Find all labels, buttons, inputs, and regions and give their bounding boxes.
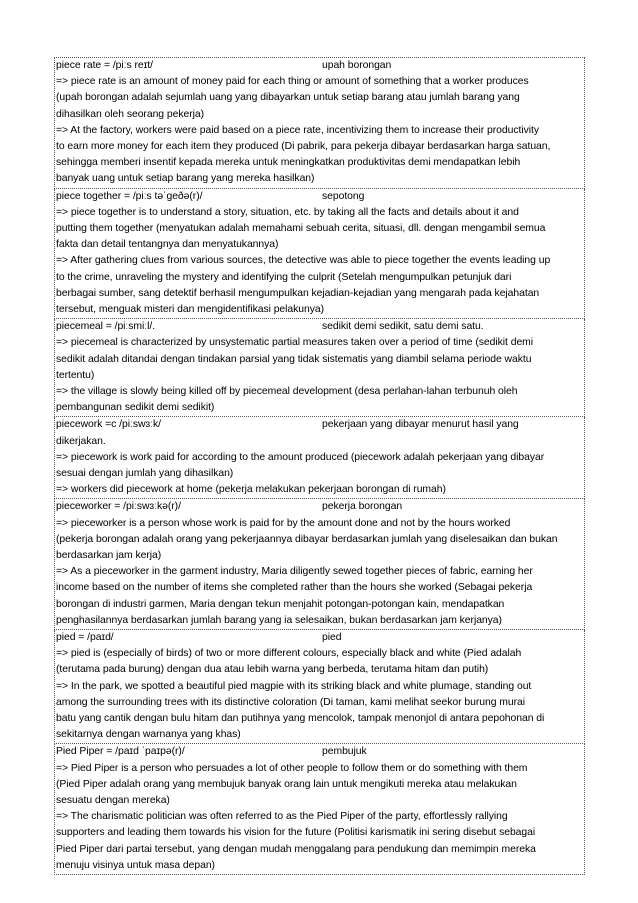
entry-term: piece rate = /piːs reɪt/: [56, 60, 153, 71]
entry-line: to the crime, unraveling the mystery and identifying the culprit (Setelah mengumpulkan petunjuk dari: [56, 271, 512, 283]
entry-headline: [56, 744, 584, 760]
entry-line: dikerjakan.: [56, 435, 106, 447]
entry-term: Pied Piper = /paɪd ˈpaɪpə(r)/: [56, 746, 185, 758]
entry-line: berbagai sumber, sang detektif berhasil mengumpulkan kejadian-kejadian yang mengarah pada kejahatan: [56, 287, 540, 299]
entry-term: piecemeal = /piːsmiːl/.: [56, 321, 156, 333]
entry-piecemeal: [54, 319, 585, 417]
entry-pieceworker: [54, 499, 585, 630]
entry-line: => Pied Piper is a person who persuades a lot of other people to follow them or do something with them: [56, 762, 528, 774]
entry-line: sehingga memberi insentif kepada mereka untuk meningkatkan produktivitas demi mendapatkan lebih: [56, 157, 521, 169]
entry-translation: sepotong: [322, 190, 365, 202]
entry-line: dihasilkan oleh seorang pekerja): [56, 108, 205, 120]
entry-line: (Pied Piper adalah orang yang membujuk banyak orang lain untuk mengikuti mereka atau melakukan: [56, 778, 517, 790]
entry-line: => pieceworker is a person whose work is paid for by the amount done and not by the hours worked: [56, 517, 511, 529]
entry-line: supporters and leading them towards his vision for the future (Politisi karismatik ini sering disebut sebagai: [56, 827, 536, 839]
entry-headline: [56, 58, 584, 74]
entry-line: penghasilannya berdasarkan jumlah barang yang ia selesaikan, bukan berdasarkan jam kerjanya): [56, 614, 502, 626]
entry-line: sekitarnya dengan warnanya yang khas): [56, 729, 241, 741]
entry-line: putting them together (menyatukan adalah memahami sebuah cerita, situasi, dll. dengan mengambil semua: [56, 223, 546, 234]
entry-headline: [56, 319, 584, 335]
entry-line: batu yang cantik dengan bulu hitam dan putihnya yang mencolok, tampak menonjol di antara pepohonan di: [56, 713, 545, 725]
entry-term: piece together = /piːs təˈɡeðə(r)/: [56, 190, 203, 202]
entry-line: (upah borongan adalah sejumlah uang yang dibayarkan untuk setiap barang atau jumlah barang yang: [56, 92, 520, 104]
entry-line: => After gathering clues from various sources, the detective was able to piece together the events leading up: [56, 255, 551, 267]
entry-line: => At the factory, workers were paid based on a piece rate, incentivizing them to increase their productivity: [56, 124, 539, 136]
entry-line: income based on the number of items she completed rather than the hours she worked (Sebagai pekerja: [56, 582, 533, 594]
entry-piece-together: [54, 189, 585, 320]
entry-line: => piece rate is an amount of money paid for each thing or amount of something that a worker produces: [56, 76, 529, 88]
entry-line: sesuatu dengan mereka): [56, 795, 170, 807]
entry-line: => piece together is to understand a story, situation, etc. by taking all the facts and details about it and: [56, 206, 519, 218]
entry-line: sesuai dengan jumlah yang dihasilkan): [56, 468, 234, 480]
entry-pied-piper: [54, 744, 585, 875]
entry-headline: [56, 630, 584, 646]
entry-translation: pekerjaan yang dibayar menurut hasil yang: [322, 419, 519, 431]
entry-line: pembangunan sedikit demi sedikit): [56, 402, 215, 414]
entry-translation: pied: [322, 632, 342, 644]
entry-line: Pied Piper dari partai tersebut, yang dengan mudah menggalang para pendukung dan memimpin mereka: [56, 843, 536, 855]
entry-line: => piecework is work paid for according to the amount produced (piecework adalah pekerjaan yang dibayar: [56, 451, 545, 463]
entry-line: => In the park, we spotted a beautiful pied magpie with its striking black and white plumage, standing out: [56, 680, 532, 692]
entry-translation: pembujuk: [322, 746, 367, 758]
entry-translation: sedikit demi sedikit, satu demi satu.: [322, 321, 484, 333]
entry-line: borongan di industri garmen, Maria dengan tekun menjahit potongan-potongan kain, mendapatkan: [56, 598, 505, 610]
dictionary-page: [54, 57, 585, 875]
entry-line: berdasarkan jam kerja): [56, 550, 162, 562]
entry-pied: [54, 630, 585, 744]
entry-piece-rate: [54, 57, 585, 189]
entry-line: banyak uang untuk setiap barang yang mereka hasilkan): [56, 173, 315, 185]
entry-line: among the surrounding trees with its distinctive coloration (Di taman, kami melihat seekor burung murai: [56, 696, 525, 708]
entry-line: to earn more money for each item they produced (Di pabrik, para pekerja dibayar berdasarkan harga satuan,: [56, 141, 551, 152]
entry-line: => the village is slowly being killed off by piecemeal development (desa perlahan-lahan terbunuh oleh: [56, 386, 518, 398]
entry-term: piecework =c /piːswɜːk/: [56, 419, 161, 431]
entry-piecework: [54, 417, 585, 499]
entry-term: pied = /paɪd/: [56, 632, 114, 644]
entry-line: => piecemeal is characterized by unsystematic partial measures taken over a period of time (sedikit demi: [56, 337, 534, 349]
entry-line: => As a pieceworker in the garment industry, Maria diligently sewed together pieces of fabric, earning her: [56, 566, 533, 578]
entry-line: tertentu): [56, 369, 95, 381]
entry-line: menuju visinya untuk masa depan): [56, 859, 215, 871]
entry-line: => pied is (especially of birds) of two or more different colours, especially black and white (Pied adalah: [56, 648, 522, 660]
entry-line: (terutama pada burung) dengan dua atau lebih warna yang berbeda, terutama hitam dan putih): [56, 664, 489, 676]
entry-line: fakta dan detail tentangnya dan menyatukannya): [56, 239, 279, 251]
entry-line: (pekerja borongan adalah orang yang pekerjaannya dibayar berdasarkan jumlah yang diselesaikan dan bukan: [56, 533, 558, 545]
entry-headline: [56, 499, 584, 515]
entry-line: => workers did piecework at home (pekerja melakukan pekerjaan borongan di rumah): [56, 484, 446, 496]
entry-line: => The charismatic politician was often referred to as the Pied Piper of the party, effortlessly rallying: [56, 811, 508, 823]
entry-headline: [56, 417, 584, 433]
entry-translation: pekerja borongan: [322, 501, 403, 513]
entry-translation: upah borongan: [322, 60, 392, 71]
entry-term: pieceworker = /piːswɜːkə(r)/: [56, 501, 181, 513]
entry-headline: [56, 189, 584, 205]
entry-line: tersebut, menguak misteri dan mengidentifikasi pelakunya): [56, 304, 325, 316]
entry-line: sedikit adalah ditandai dengan tindakan parsial yang tidak sistematis yang diambil selama periode waktu: [56, 353, 532, 365]
